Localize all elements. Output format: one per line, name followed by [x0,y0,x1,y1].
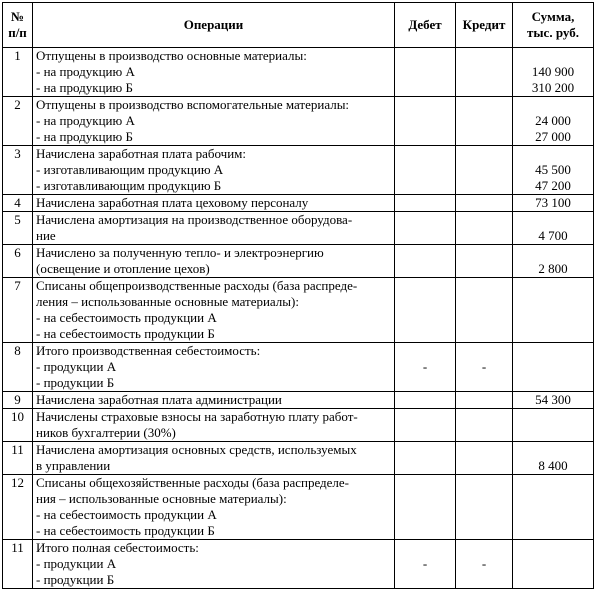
operation-line: (освещение и отопление цехов) [36,261,210,276]
sum-value: 2 800 [538,261,568,276]
debit-cell [395,278,456,343]
debit-cell: - [395,343,456,392]
debit-cell [395,195,456,212]
table-row [3,245,594,278]
operation-line: - на себестоимость продукции А [36,507,217,522]
operation-line: Отпущены в производство основные материалы: [36,48,307,63]
table-row [3,475,594,540]
row-number: 11 [3,442,33,475]
sum-value: 73 100 [535,195,571,210]
operation-line: ние [36,228,56,243]
operation-description [33,245,395,278]
table-row [3,146,594,195]
sum-value: 4 700 [538,228,568,243]
operation-description [33,343,395,392]
sum-cell [513,278,594,343]
debit-cell [395,245,456,278]
sum-value [516,442,590,458]
debit-cell [395,146,456,195]
sum-cell [513,343,594,392]
operation-line: Итого производственная себестоимость: [36,343,261,358]
sum-value: 140 900 [531,64,575,79]
operation-line: - продукции А [36,556,117,571]
debit-cell [395,475,456,540]
operation-line: Итого полная себестоимость: [36,540,199,555]
row-number: 4 [3,195,33,212]
credit-cell: - [456,540,513,589]
operation-description [33,409,395,442]
operation-description [33,195,395,212]
operation-line: - продукции Б [36,572,115,587]
table-row [3,97,594,146]
operation-line: - на продукцию А [36,64,135,79]
col-header-debit: Дебет [395,3,456,48]
debit-cell [395,392,456,409]
operation-line: в управлении [36,458,111,473]
sum-value [516,48,590,64]
operation-description [33,442,395,475]
sum-value: 54 300 [535,392,571,407]
sum-cell [513,442,594,475]
sum-value: 310 200 [531,80,575,95]
col-header-operations: Операции [33,3,395,48]
operation-line: - продукции А [36,359,117,374]
debit-cell [395,442,456,475]
table-row [3,195,594,212]
debit-cell [395,212,456,245]
sum-value [516,212,590,228]
operation-description [33,475,395,540]
credit-cell [456,475,513,540]
credit-cell [456,97,513,146]
sum-value [516,245,590,261]
operation-line: Отпущены в производство вспомогательные материалы: [36,97,350,112]
sum-value [516,146,590,162]
operation-line: Начислена амортизация основных средств, используемых [36,442,357,457]
operation-line: Начислены страховые взносы на заработную плату работ- [36,409,358,424]
credit-cell [456,48,513,97]
operation-line: ления – использованные основные материалы): [36,294,299,309]
operation-description [33,212,395,245]
credit-cell [456,278,513,343]
row-number: 8 [3,343,33,392]
table-row [3,392,594,409]
col-header-number: № п/п [3,3,33,48]
row-number: 5 [3,212,33,245]
table-body [3,48,594,589]
operation-description [33,48,395,97]
row-number: 9 [3,392,33,409]
operation-line: - на себестоимость продукции Б [36,523,215,538]
credit-cell [456,245,513,278]
sum-cell [513,392,594,409]
table-row [3,278,594,343]
row-number: 1 [3,48,33,97]
debit-cell [395,409,456,442]
operation-line: Начислена заработная плата рабочим: [36,146,247,161]
operation-description [33,278,395,343]
table-row [3,442,594,475]
operation-description [33,392,395,409]
operation-line: Начислена заработная плата цеховому персоналу [36,195,309,210]
credit-cell [456,146,513,195]
row-number: 2 [3,97,33,146]
credit-cell [456,392,513,409]
col-header-sum: Сумма, тыс. руб. [513,3,594,48]
sum-value: 27 000 [535,129,571,144]
sum-cell [513,195,594,212]
credit-cell [456,212,513,245]
table-row [3,409,594,442]
operation-line: - продукции Б [36,375,115,390]
operation-line: - изготавливающим продукцию А [36,162,224,177]
operation-line: - на себестоимость продукции А [36,310,217,325]
sum-cell [513,146,594,195]
sum-cell [513,540,594,589]
sum-value [516,97,590,113]
table-row [3,343,594,392]
sum-value: 47 200 [535,178,571,193]
row-number: 6 [3,245,33,278]
row-number: 12 [3,475,33,540]
sum-cell [513,245,594,278]
operation-line: Начислена заработная плата администрации [36,392,282,407]
operation-line: - на продукцию Б [36,80,133,95]
sum-cell [513,48,594,97]
sum-cell [513,212,594,245]
operation-line: - на продукцию А [36,113,135,128]
sum-value: 45 500 [535,162,571,177]
operation-line: Списаны общепроизводственные расходы (база распреде- [36,278,358,293]
sum-cell [513,475,594,540]
operation-line: - изготавливающим продукцию Б [36,178,222,193]
row-number: 3 [3,146,33,195]
sum-cell [513,409,594,442]
operation-line: - на продукцию Б [36,129,133,144]
row-number: 11 [3,540,33,589]
operation-line: ников бухгалтерии (30%) [36,425,176,440]
credit-cell: - [456,343,513,392]
col-header-credit: Кредит [456,3,513,48]
row-number: 10 [3,409,33,442]
operation-line: Начислено за полученную тепло- и электроэнергию [36,245,324,260]
credit-cell [456,442,513,475]
credit-cell [456,195,513,212]
table-header-row [3,3,594,48]
sum-value: 24 000 [535,113,571,128]
operation-line: ния – использованные основные материалы): [36,491,287,506]
debit-cell [395,97,456,146]
operation-line: - на себестоимость продукции Б [36,326,215,341]
operation-description [33,97,395,146]
operation-description [33,146,395,195]
operation-line: Начислена амортизация на производственное оборудова- [36,212,353,227]
table-row [3,48,594,97]
table-row [3,212,594,245]
sum-cell [513,97,594,146]
credit-cell [456,409,513,442]
sum-value: 8 400 [538,458,568,473]
table-row [3,540,594,589]
row-number: 7 [3,278,33,343]
debit-cell: - [395,540,456,589]
operation-line: Списаны общехозяйственные расходы (база распределе- [36,475,350,490]
debit-cell [395,48,456,97]
operations-table [2,2,594,589]
operation-description [33,540,395,589]
